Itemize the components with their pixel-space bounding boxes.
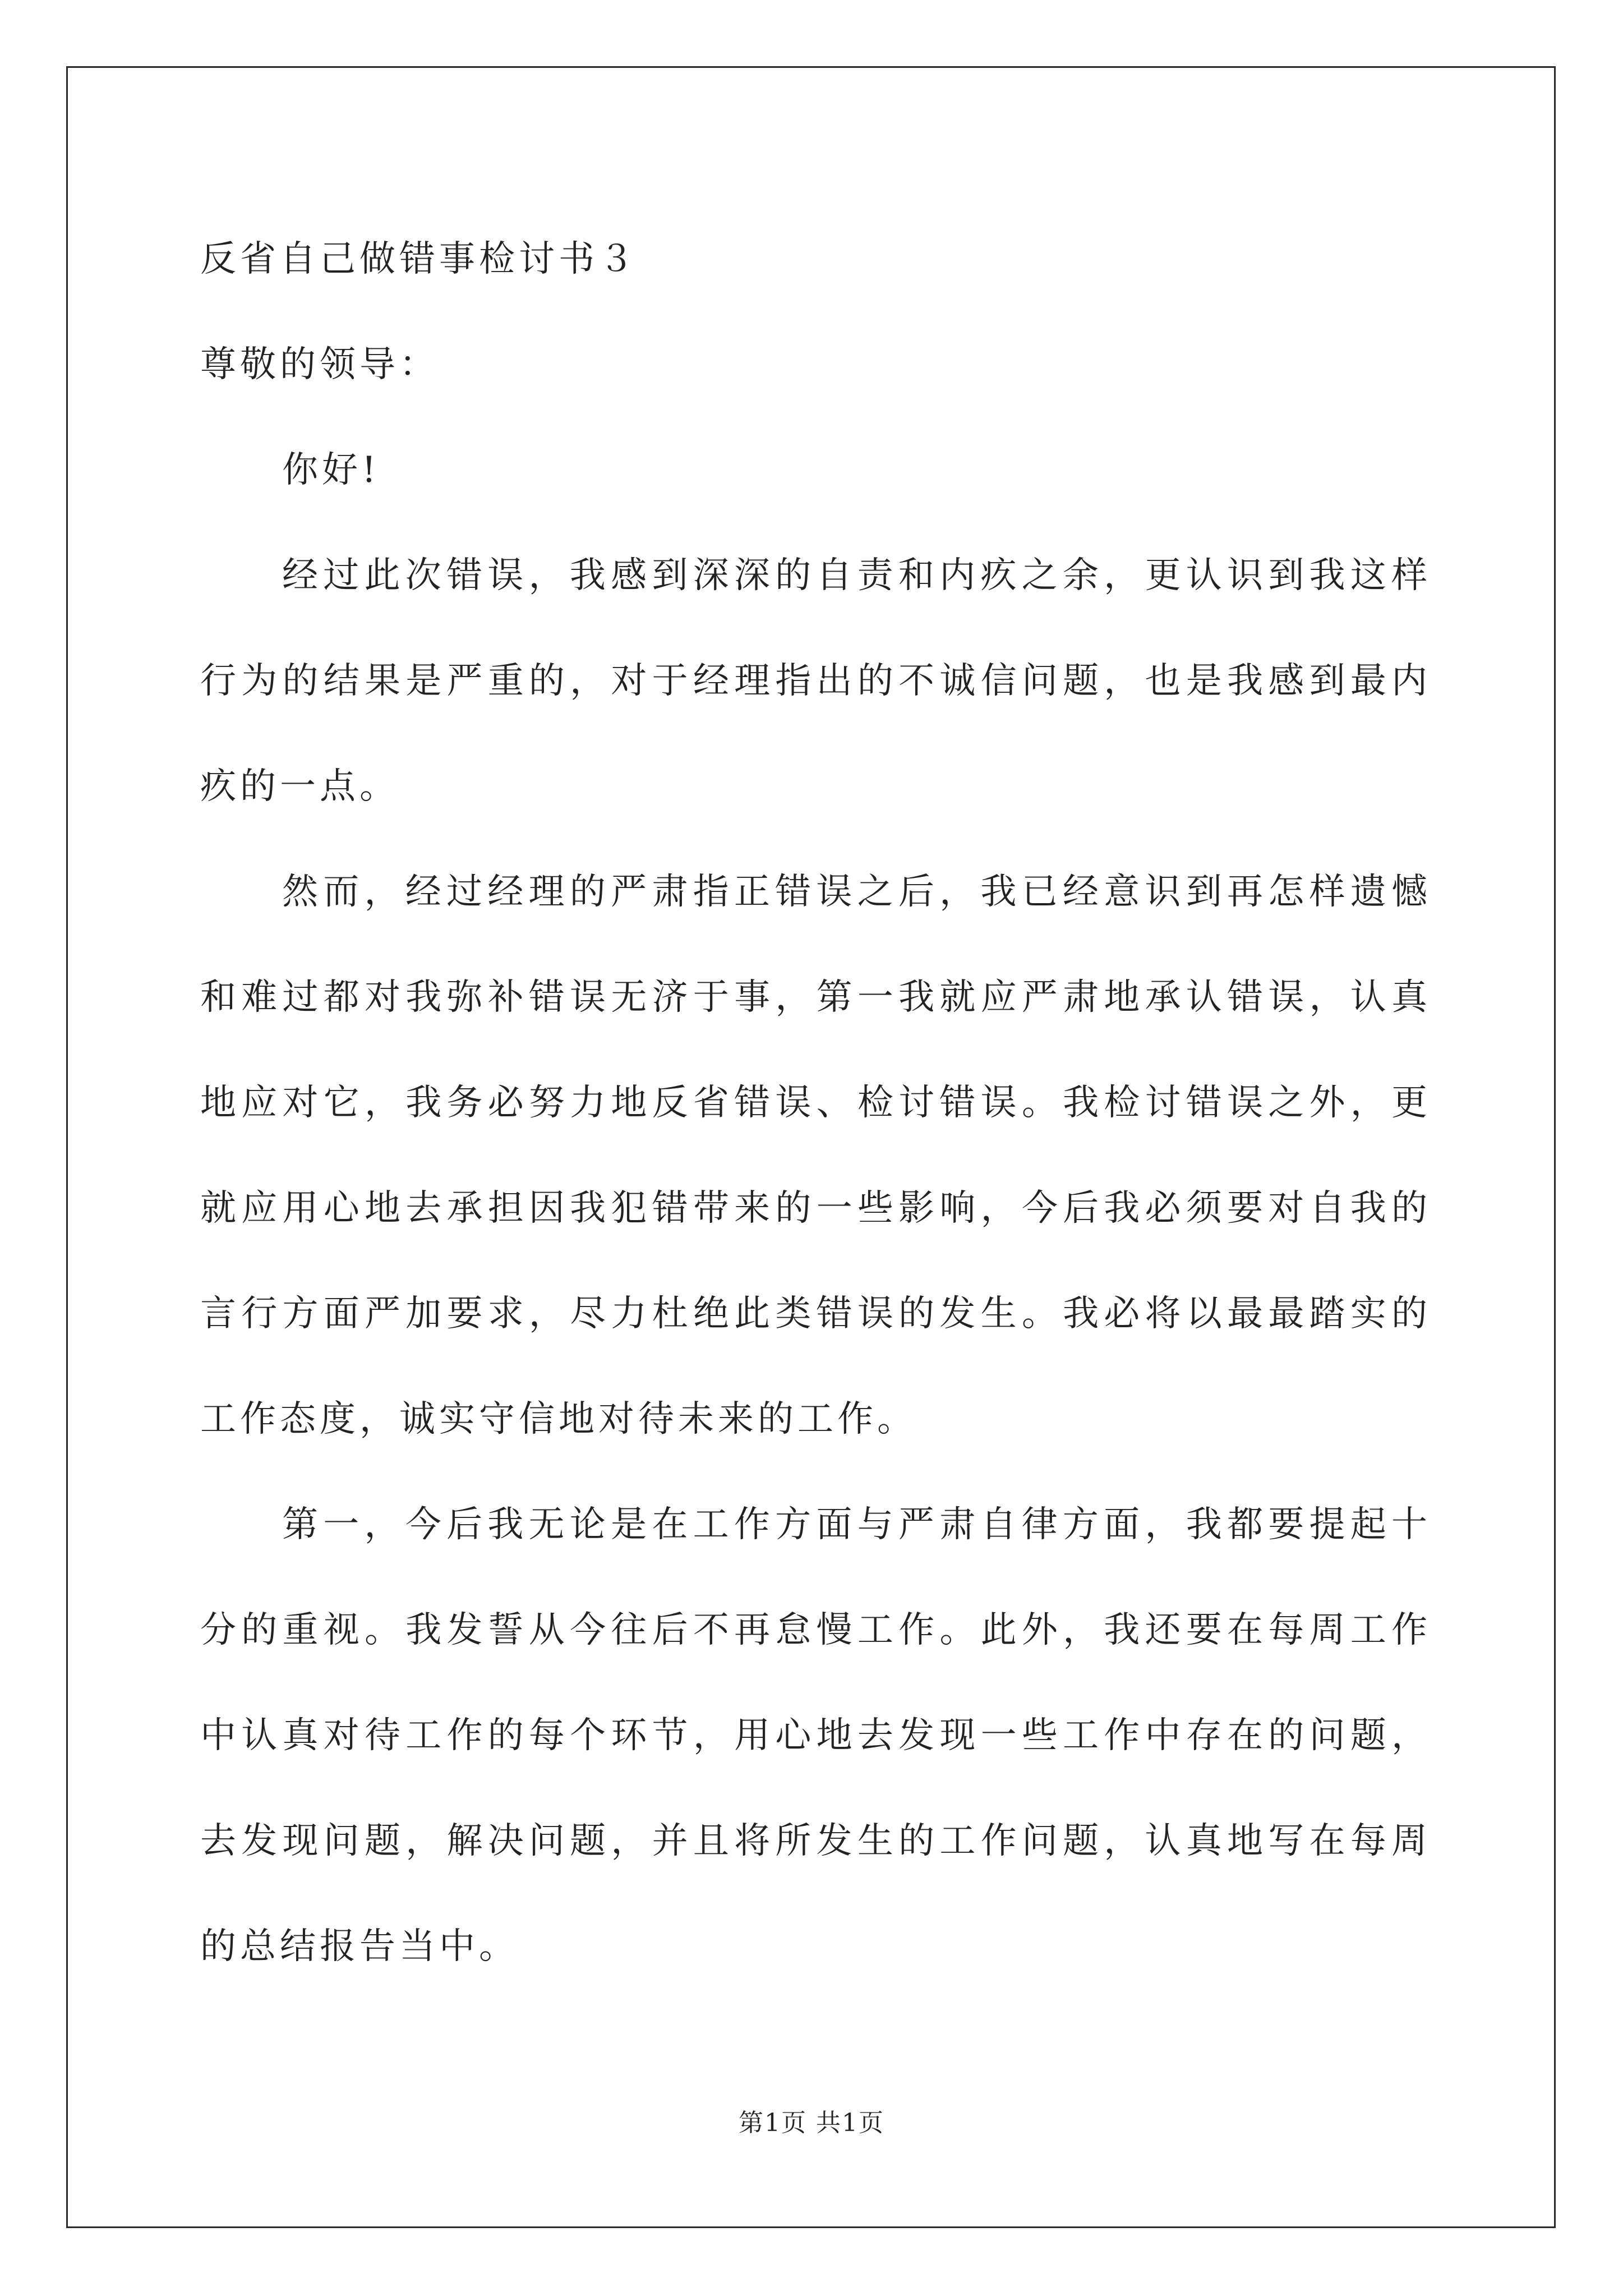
page-footer: 第1页 共1页 [739,2109,884,2137]
greeting: 你好! [282,449,380,491]
paragraph-1: 经过此次错误，我感到深深的自责和内疚之余，更认识到我这样行为的结果是严重的，对于经理指出的不诚信问题，也是我感到最内疚的一点。 [200,555,1431,807]
document-body [200,206,1431,1999]
salutation: 尊敬的领导： [200,344,439,385]
paragraph-2: 然而，经过经理的严肃指正错误之后，我已经意识到再怎样遗憾和难过都对我弥补错误无济于事，第一我就应严肃地承认错误，认真地应对它，我务必努力地反省错误、检讨错误。我检讨错误之外，更就应用心地去承担因我犯错带来的一些影响，今后我必须要对自我的言行方面严加要求，尽力杜绝此类错误的发生。我必将以最最踏实的工作态度，诚实守信地对待未来的工作。 [200,871,1431,1440]
paragraph-3: 第一，今后我无论是在工作方面与严肃自律方面，我都要提起十分的重视。我发誓从今往后不再怠慢工作。此外，我还要在每周工作中认真对待工作的每个环节，用心地去发现一些工作中存在的问题，去发现问题，解决问题，并且将所发生的工作问题，认真地写在每周的总结报告当中。 [200,1504,1431,1967]
document-title: 反省自己做错事检讨书３ [200,238,638,280]
